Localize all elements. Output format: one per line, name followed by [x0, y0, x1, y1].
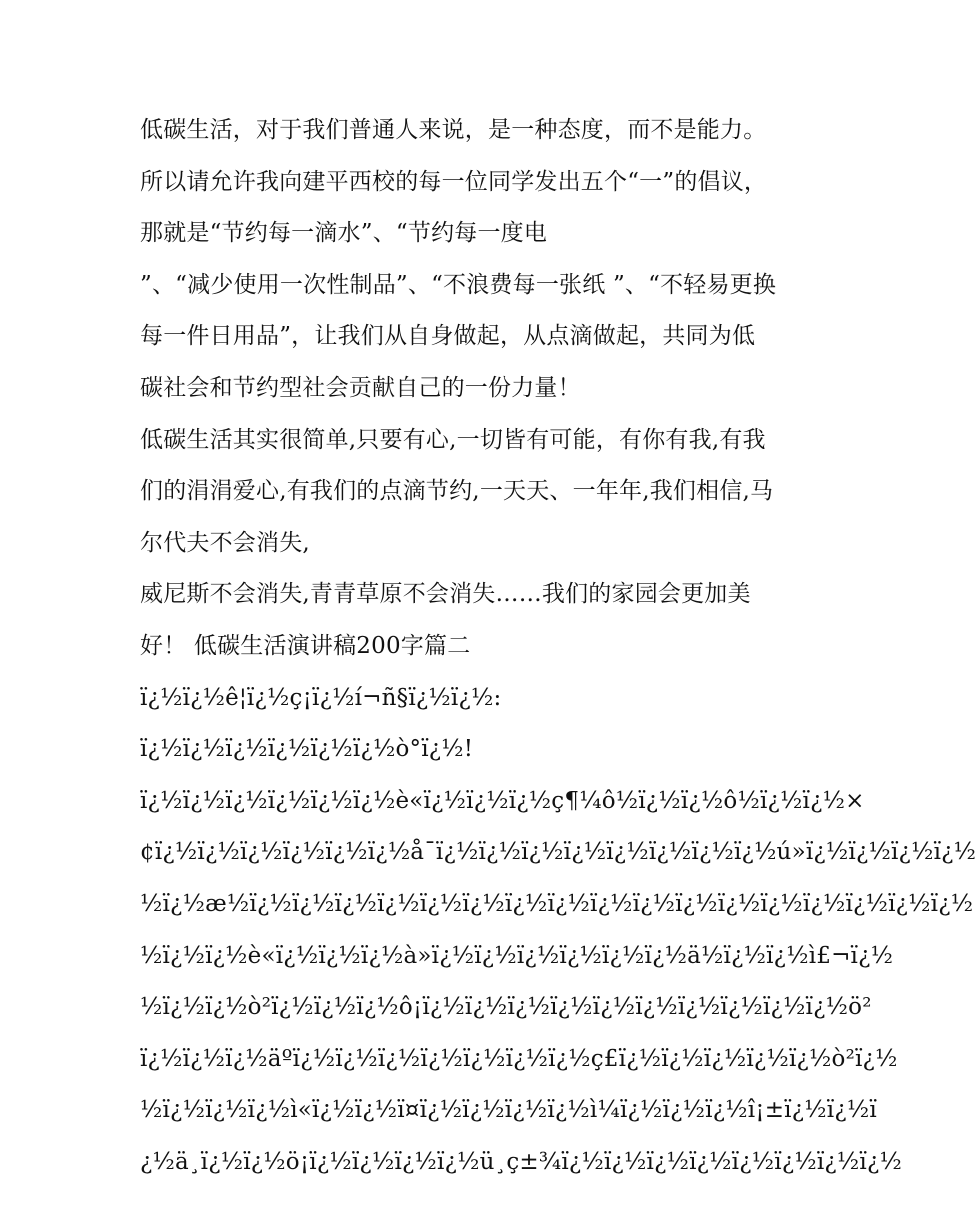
text-line: ”、“减少使用一次性制品”、“不浪费每一张纸 ”、“不轻易更换 [140, 271, 777, 298]
text-line: 低碳生活，对于我们普通人来说，是一种态度，而不是能力。 [140, 117, 767, 143]
text-line: 低碳生活其实很简单,只要有心,一切皆有可能，有你有我,有我 [140, 426, 766, 453]
text-line: 们的涓涓爱心,有我们的点滴节约,一天天、一年年,我们相信,马 [140, 478, 774, 505]
garbled-text-line: ï¿½ï¿½ï¿½ï¿½ï¿½ï¿½è«ï¿½ï¿½ï¿½ç¶¼ô½ï¿½ï¿½ô½ï¿½ï¿½× [140, 787, 865, 814]
garbled-text-line: ½ï¿½æ½ï¿½ï¿½ï¿½ï¿½ï¿½ï¿½ï¿½ï¿½ï¿½ï¿½ï¿½ï¿½ï¿½ï¿½ï¿½ï¿½ï¿½ [140, 890, 974, 917]
text-line: 每一件日用品”，让我们从自身做起，从点滴做起，共同为低 [140, 323, 756, 350]
text-line: 尔代夫不会消失, [140, 529, 310, 556]
section-heading-line: 好！ 低碳生活演讲稿200字篇二 [140, 632, 471, 659]
text-line: 碳社会和节约型社会贡献自己的一份力量！ [140, 374, 581, 401]
garbled-text-line: ¢ï¿½ï¿½ï¿½ï¿½ï¿½ï¿½å¯ï¿½ï¿½ï¿½ï¿½ï¿½ï¿½ï¿½ï¿½ú»ï¿½ï¿½ï¿½ï¿½ [140, 839, 976, 866]
garbled-text-line: ï¿½ï¿½ï¿½äºï¿½ï¿½ï¿½ï¿½ï¿½ï¿½ï¿½ç£ï¿½ï¿½ï¿½ï¿½ï¿½ò²ï¿½ [140, 1045, 898, 1072]
document-body [140, 108, 976, 1191]
garbled-text-line: ï¿½ï¿½ê¦ï¿½ç¡ï¿½í¬ñ§ï¿½ï¿½: [140, 684, 502, 711]
text-line: 威尼斯不会消失,青青草原不会消失……我们的家园会更加美 [140, 581, 751, 608]
garbled-text-line: ½ï¿½ï¿½è«ï¿½ï¿½ï¿½à»ï¿½ï¿½ï¿½ï¿½ï¿½ï¿½ä½ï¿½ï¿½ì£¬ï¿½ [140, 942, 894, 969]
garbled-text-line: ï¿½ï¿½ï¿½ï¿½ï¿½ï¿½ò°ï¿½! [140, 736, 474, 763]
garbled-text-line: ½ï¿½ï¿½ò²ï¿½ï¿½ï¿½ô¡ï¿½ï¿½ï¿½ï¿½ï¿½ï¿½ï¿½ï¿½ï¿½ï¿½ö² [140, 994, 872, 1021]
garbled-text-line: ½ï¿½ï¿½ï¿½ì«ï¿½ï¿½ï¤ï¿½ï¿½ï¿½ï¿½ì¼ï¿½ï¿½ï¿½î¡±ï¿½ï¿½ï [140, 1097, 877, 1124]
text-line: 所以请允许我向建平西校的每一位同学发出五个“一”的倡议， [140, 168, 768, 195]
text-line: 那就是“节约每一滴水”、“节约每一度电 [140, 220, 548, 247]
garbled-text-line: ¿½ä¸ï¿½ï¿½ö¡ï¿½ï¿½ï¿½ï¿½ü¸ç±¾ï¿½ï¿½ï¿½ï¿½ï¿½ï¿½ï¿½ï¿½ [140, 1148, 902, 1175]
